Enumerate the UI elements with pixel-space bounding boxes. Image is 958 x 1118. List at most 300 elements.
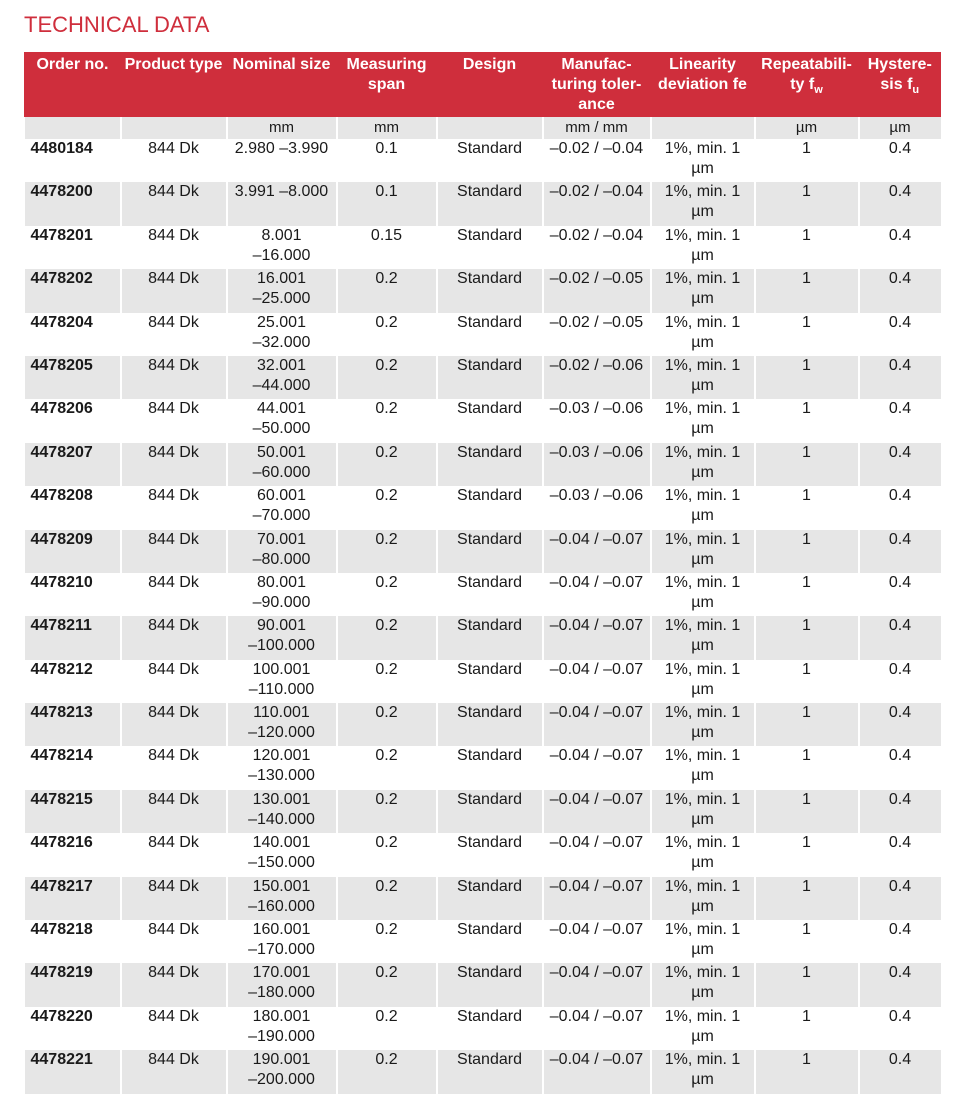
order-no-cell bbox=[25, 833, 121, 876]
linearity-cell bbox=[651, 660, 755, 703]
nominal-size-cell bbox=[227, 313, 337, 356]
linearity-cell-text: 1%, min. 1 bbox=[664, 921, 741, 939]
product-type-cell-text: 844 Dk bbox=[148, 443, 199, 461]
product-type-cell bbox=[121, 877, 227, 920]
design-cell bbox=[437, 139, 543, 182]
hysteresis-cell-text: 0.4 bbox=[888, 1051, 912, 1069]
design-cell bbox=[437, 1007, 543, 1050]
linearity-cell bbox=[651, 833, 755, 876]
repeatability-cell bbox=[755, 573, 859, 616]
units-row bbox=[25, 117, 941, 139]
table-row bbox=[25, 486, 941, 529]
product-type-cell bbox=[121, 530, 227, 573]
design-cell-text: Standard bbox=[457, 183, 522, 201]
header-row bbox=[25, 52, 941, 117]
product-type-cell bbox=[121, 226, 227, 269]
product-type-cell bbox=[121, 399, 227, 442]
hysteresis-cell-text: 0.4 bbox=[888, 573, 912, 591]
order-no-cell bbox=[25, 443, 121, 486]
linearity-cell-text: 1%, min. 1 bbox=[664, 400, 741, 418]
header-product-type: Product type bbox=[121, 52, 227, 117]
repeatability-cell-text: 1 bbox=[802, 270, 811, 288]
measuring-span-cell bbox=[337, 486, 437, 529]
tolerance-cell bbox=[543, 443, 651, 486]
linearity-cell-text: 1%, min. 1 bbox=[664, 443, 741, 461]
hysteresis-cell-text: 0.4 bbox=[888, 226, 912, 244]
table-row bbox=[25, 269, 941, 312]
nominal-size-cell-text: 100.001 bbox=[252, 660, 311, 678]
repeatability-cell bbox=[755, 530, 859, 573]
nominal-size-cell-text: –100.000 bbox=[248, 637, 315, 655]
hysteresis-cell-text: 0.4 bbox=[888, 790, 912, 808]
measuring-span-cell bbox=[337, 660, 437, 703]
nominal-size-cell bbox=[227, 226, 337, 269]
hysteresis-cell bbox=[859, 790, 941, 833]
repeatability-cell bbox=[755, 226, 859, 269]
design-cell-text: Standard bbox=[457, 530, 522, 548]
nominal-size-cell-text: 80.001 bbox=[257, 573, 306, 591]
linearity-cell bbox=[651, 1050, 755, 1093]
table-row bbox=[25, 746, 941, 789]
measuring-span-cell-text: 0.2 bbox=[375, 790, 398, 808]
tolerance-cell-text: –0.03 / –0.06 bbox=[549, 487, 644, 505]
order-no-cell bbox=[25, 530, 121, 573]
design-cell-text: Standard bbox=[457, 487, 522, 505]
tolerance-cell bbox=[543, 1007, 651, 1050]
linearity-cell-text: µm bbox=[691, 160, 714, 177]
order-no-cell bbox=[25, 746, 121, 789]
table-row bbox=[25, 1050, 941, 1093]
tolerance-cell bbox=[543, 530, 651, 573]
order-no-cell-text: 4478208 bbox=[30, 487, 93, 505]
hysteresis-cell bbox=[859, 616, 941, 659]
repeatability-cell-text: 1 bbox=[802, 877, 811, 895]
linearity-cell-text: µm bbox=[691, 724, 714, 742]
repeatability-cell bbox=[755, 1007, 859, 1050]
nominal-size-cell bbox=[227, 1050, 337, 1093]
hysteresis-cell bbox=[859, 399, 941, 442]
measuring-span-cell-text: 0.2 bbox=[375, 270, 398, 288]
table-row bbox=[25, 313, 941, 356]
tolerance-cell-text: –0.02 / –0.04 bbox=[549, 183, 644, 201]
product-type-cell bbox=[121, 616, 227, 659]
nominal-size-cell-text: –180.000 bbox=[248, 984, 315, 1002]
design-cell-text: Standard bbox=[457, 617, 522, 635]
table-row bbox=[25, 443, 941, 486]
tolerance-cell bbox=[543, 269, 651, 312]
unit-measuring-span: mm bbox=[337, 117, 437, 139]
repeatability-cell-text: 1 bbox=[802, 313, 811, 331]
order-no-cell bbox=[25, 703, 121, 746]
repeatability-cell bbox=[755, 313, 859, 356]
hysteresis-cell bbox=[859, 573, 941, 616]
tolerance-cell-text: –0.04 / –0.07 bbox=[549, 1007, 644, 1025]
tolerance-cell bbox=[543, 226, 651, 269]
repeatability-cell-text: 1 bbox=[802, 356, 811, 374]
linearity-cell bbox=[651, 920, 755, 963]
hysteresis-cell-text: 0.4 bbox=[888, 660, 912, 678]
hysteresis-cell-text: 0.4 bbox=[888, 140, 912, 157]
hysteresis-cell-text: 0.4 bbox=[888, 400, 912, 418]
unit-manufacturing-tolerance: mm / mm bbox=[543, 117, 651, 139]
order-no-cell-text: 4478214 bbox=[30, 747, 93, 765]
nominal-size-cell bbox=[227, 616, 337, 659]
tolerance-cell-text: –0.04 / –0.07 bbox=[549, 530, 644, 548]
measuring-span-cell-text: 0.2 bbox=[375, 356, 398, 374]
linearity-cell-text: 1%, min. 1 bbox=[664, 487, 741, 505]
design-cell bbox=[437, 790, 543, 833]
measuring-span-cell bbox=[337, 443, 437, 486]
linearity-cell bbox=[651, 616, 755, 659]
table-row bbox=[25, 226, 941, 269]
hysteresis-cell bbox=[859, 139, 941, 182]
linearity-cell-text: 1%, min. 1 bbox=[664, 183, 741, 201]
design-cell-text: Standard bbox=[457, 834, 522, 852]
product-type-cell-text: 844 Dk bbox=[148, 1007, 199, 1025]
nominal-size-cell-text: 60.001 bbox=[257, 487, 306, 505]
table-row bbox=[25, 660, 941, 703]
linearity-cell-text: 1%, min. 1 bbox=[664, 356, 741, 374]
hysteresis-cell bbox=[859, 963, 941, 1006]
linearity-cell bbox=[651, 269, 755, 312]
tolerance-cell-text: –0.04 / –0.07 bbox=[549, 573, 644, 591]
nominal-size-cell bbox=[227, 790, 337, 833]
nominal-size-cell-text: 3.991 –8.000 bbox=[234, 183, 329, 201]
order-no-cell bbox=[25, 226, 121, 269]
hysteresis-cell-text: 0.4 bbox=[888, 704, 912, 722]
design-cell-text: Standard bbox=[457, 704, 522, 722]
product-type-cell-text: 844 Dk bbox=[148, 1051, 199, 1069]
measuring-span-cell-text: 0.2 bbox=[375, 877, 398, 895]
linearity-cell bbox=[651, 356, 755, 399]
tolerance-cell-text: –0.04 / –0.07 bbox=[549, 877, 644, 895]
header-measuring-span: Measuring span bbox=[337, 52, 437, 117]
hysteresis-cell-text: 0.4 bbox=[888, 877, 912, 895]
tolerance-cell-text: –0.04 / –0.07 bbox=[549, 964, 644, 982]
tolerance-cell bbox=[543, 182, 651, 225]
order-no-cell-text: 4480184 bbox=[30, 140, 93, 157]
tolerance-cell bbox=[543, 703, 651, 746]
repeatability-cell bbox=[755, 833, 859, 876]
tolerance-cell-text: –0.02 / –0.04 bbox=[549, 140, 644, 157]
product-type-cell-text: 844 Dk bbox=[148, 877, 199, 895]
linearity-cell-text: µm bbox=[691, 333, 714, 351]
measuring-span-cell bbox=[337, 399, 437, 442]
product-type-cell bbox=[121, 746, 227, 789]
product-type-cell-text: 844 Dk bbox=[148, 400, 199, 418]
repeatability-cell bbox=[755, 182, 859, 225]
repeatability-cell bbox=[755, 139, 859, 182]
page-title: TECHNICAL DATA bbox=[24, 12, 210, 37]
product-type-cell-text: 844 Dk bbox=[148, 921, 199, 939]
linearity-cell-text: 1%, min. 1 bbox=[664, 747, 741, 765]
linearity-cell bbox=[651, 790, 755, 833]
design-cell bbox=[437, 443, 543, 486]
product-type-cell-text: 844 Dk bbox=[148, 747, 199, 765]
product-type-cell bbox=[121, 1050, 227, 1093]
repeatability-cell bbox=[755, 616, 859, 659]
tolerance-cell bbox=[543, 963, 651, 1006]
design-cell-text: Standard bbox=[457, 443, 522, 461]
nominal-size-cell-text: –130.000 bbox=[248, 767, 315, 785]
table-row bbox=[25, 1007, 941, 1050]
design-cell bbox=[437, 269, 543, 312]
nominal-size-cell-text: 8.001 bbox=[261, 226, 302, 244]
design-cell-text: Standard bbox=[457, 270, 522, 288]
table-row bbox=[25, 356, 941, 399]
product-type-cell-text: 844 Dk bbox=[148, 834, 199, 852]
tolerance-cell-text: –0.03 / –0.06 bbox=[549, 443, 644, 461]
repeatability-cell bbox=[755, 963, 859, 1006]
measuring-span-cell bbox=[337, 746, 437, 789]
tolerance-cell-text: –0.04 / –0.07 bbox=[549, 921, 644, 939]
product-type-cell bbox=[121, 660, 227, 703]
repeatability-cell-text: 1 bbox=[802, 573, 811, 591]
nominal-size-cell bbox=[227, 1007, 337, 1050]
design-cell bbox=[437, 182, 543, 225]
nominal-size-cell-text: 44.001 bbox=[257, 400, 306, 418]
nominal-size-cell-text: –32.000 bbox=[252, 333, 311, 351]
nominal-size-cell bbox=[227, 530, 337, 573]
measuring-span-cell-text: 0.2 bbox=[375, 1007, 398, 1025]
repeatability-cell-text: 1 bbox=[802, 660, 811, 678]
linearity-cell-text: µm bbox=[691, 984, 714, 1002]
design-cell bbox=[437, 356, 543, 399]
nominal-size-cell bbox=[227, 443, 337, 486]
measuring-span-cell-text: 0.2 bbox=[375, 964, 398, 982]
linearity-cell bbox=[651, 139, 755, 182]
order-no-cell bbox=[25, 486, 121, 529]
tolerance-cell bbox=[543, 486, 651, 529]
design-cell bbox=[437, 833, 543, 876]
repeatability-cell-text: 1 bbox=[802, 790, 811, 808]
measuring-span-cell-text: 0.2 bbox=[375, 617, 398, 635]
unit-design bbox=[437, 117, 543, 139]
nominal-size-cell bbox=[227, 833, 337, 876]
linearity-cell-text: µm bbox=[691, 767, 714, 785]
unit-nominal-size: mm bbox=[227, 117, 337, 139]
measuring-span-cell bbox=[337, 226, 437, 269]
nominal-size-cell-text: –25.000 bbox=[252, 290, 311, 308]
measuring-span-cell bbox=[337, 139, 437, 182]
linearity-cell bbox=[651, 399, 755, 442]
nominal-size-cell-text: –140.000 bbox=[248, 810, 315, 828]
nominal-size-cell bbox=[227, 269, 337, 312]
order-no-cell-text: 4478202 bbox=[30, 270, 93, 288]
linearity-cell-text: 1%, min. 1 bbox=[664, 1051, 741, 1069]
product-type-cell bbox=[121, 703, 227, 746]
linearity-cell-text: 1%, min. 1 bbox=[664, 834, 741, 852]
repeatability-cell bbox=[755, 269, 859, 312]
repeatability-cell bbox=[755, 877, 859, 920]
linearity-cell-text: 1%, min. 1 bbox=[664, 530, 741, 548]
design-cell-text: Standard bbox=[457, 356, 522, 374]
unit-repeatability: µm bbox=[755, 117, 859, 139]
tolerance-cell bbox=[543, 573, 651, 616]
hysteresis-cell bbox=[859, 530, 941, 573]
design-cell-text: Standard bbox=[457, 964, 522, 982]
linearity-cell-text: 1%, min. 1 bbox=[664, 617, 741, 635]
product-type-cell bbox=[121, 963, 227, 1006]
tolerance-cell-text: –0.02 / –0.06 bbox=[549, 356, 644, 374]
nominal-size-cell bbox=[227, 182, 337, 225]
measuring-span-cell bbox=[337, 790, 437, 833]
repeatability-cell bbox=[755, 399, 859, 442]
hysteresis-cell bbox=[859, 703, 941, 746]
measuring-span-cell-text: 0.2 bbox=[375, 573, 398, 591]
nominal-size-cell-text: 50.001 bbox=[257, 443, 306, 461]
order-no-cell-text: 4478206 bbox=[30, 400, 93, 418]
order-no-cell bbox=[25, 920, 121, 963]
nominal-size-cell-text: –16.000 bbox=[252, 246, 311, 264]
linearity-cell-text: µm bbox=[691, 550, 714, 568]
order-no-cell-text: 4478213 bbox=[30, 704, 93, 722]
measuring-span-cell bbox=[337, 530, 437, 573]
measuring-span-cell-text: 0.2 bbox=[375, 660, 398, 678]
linearity-cell-text: µm bbox=[691, 463, 714, 481]
linearity-cell bbox=[651, 1007, 755, 1050]
product-type-cell-text: 844 Dk bbox=[148, 964, 199, 982]
linearity-cell bbox=[651, 182, 755, 225]
nominal-size-cell-text: 120.001 bbox=[252, 747, 311, 765]
repeatability-cell bbox=[755, 746, 859, 789]
measuring-span-cell-text: 0.2 bbox=[375, 834, 398, 852]
linearity-cell-text: µm bbox=[691, 420, 714, 438]
measuring-span-cell bbox=[337, 313, 437, 356]
linearity-cell-text: µm bbox=[691, 810, 714, 828]
linearity-cell-text: 1%, min. 1 bbox=[664, 877, 741, 895]
hysteresis-cell-text: 0.4 bbox=[888, 834, 912, 852]
design-cell-text: Standard bbox=[457, 1007, 522, 1025]
linearity-cell-text: µm bbox=[691, 897, 714, 915]
hysteresis-cell bbox=[859, 226, 941, 269]
linearity-cell-text: µm bbox=[691, 941, 714, 959]
repeatability-cell-text: 1 bbox=[802, 704, 811, 722]
linearity-cell-text: µm bbox=[691, 507, 714, 525]
order-no-cell-text: 4478216 bbox=[30, 834, 93, 852]
table-row bbox=[25, 790, 941, 833]
product-type-cell bbox=[121, 356, 227, 399]
order-no-cell-text: 4478220 bbox=[30, 1007, 93, 1025]
order-no-cell-text: 4478219 bbox=[30, 964, 93, 982]
hysteresis-cell bbox=[859, 313, 941, 356]
product-type-cell bbox=[121, 833, 227, 876]
tolerance-cell bbox=[543, 660, 651, 703]
table-row bbox=[25, 182, 941, 225]
design-cell-text: Standard bbox=[457, 877, 522, 895]
measuring-span-cell bbox=[337, 703, 437, 746]
tolerance-cell bbox=[543, 746, 651, 789]
table-row bbox=[25, 573, 941, 616]
order-no-cell-text: 4478221 bbox=[30, 1051, 93, 1069]
order-no-cell bbox=[25, 313, 121, 356]
repeatability-cell-text: 1 bbox=[802, 487, 811, 505]
design-cell-text: Standard bbox=[457, 400, 522, 418]
linearity-cell-text: 1%, min. 1 bbox=[664, 140, 741, 157]
linearity-cell-text: 1%, min. 1 bbox=[664, 573, 741, 591]
measuring-span-cell-text: 0.15 bbox=[370, 226, 403, 244]
nominal-size-cell-text: 150.001 bbox=[252, 877, 311, 895]
product-type-cell-text: 844 Dk bbox=[148, 617, 199, 635]
linearity-cell-text: 1%, min. 1 bbox=[664, 1007, 741, 1025]
tolerance-cell bbox=[543, 790, 651, 833]
linearity-cell-text: 1%, min. 1 bbox=[664, 964, 741, 982]
measuring-span-cell bbox=[337, 616, 437, 659]
unit-order-no bbox=[25, 117, 121, 139]
tolerance-cell bbox=[543, 356, 651, 399]
nominal-size-cell-text: 110.001 bbox=[253, 704, 310, 722]
design-cell bbox=[437, 313, 543, 356]
product-type-cell bbox=[121, 182, 227, 225]
product-type-cell bbox=[121, 269, 227, 312]
nominal-size-cell bbox=[227, 356, 337, 399]
measuring-span-cell bbox=[337, 269, 437, 312]
hysteresis-cell-text: 0.4 bbox=[888, 356, 912, 374]
nominal-size-cell-text: –190.000 bbox=[248, 1027, 315, 1045]
hysteresis-cell bbox=[859, 1007, 941, 1050]
tolerance-cell-text: –0.04 / –0.07 bbox=[549, 1051, 644, 1069]
measuring-span-cell-text: 0.2 bbox=[375, 704, 398, 722]
linearity-cell bbox=[651, 443, 755, 486]
design-cell bbox=[437, 660, 543, 703]
order-no-cell-text: 4478211 bbox=[30, 617, 92, 635]
unit-linearity-deviation bbox=[651, 117, 755, 139]
order-no-cell bbox=[25, 1007, 121, 1050]
tolerance-cell bbox=[543, 1050, 651, 1093]
order-no-cell-text: 4478212 bbox=[30, 660, 93, 678]
product-type-cell-text: 844 Dk bbox=[148, 183, 199, 201]
order-no-cell-text: 4478205 bbox=[30, 356, 93, 374]
product-type-cell-text: 844 Dk bbox=[148, 487, 199, 505]
design-cell bbox=[437, 399, 543, 442]
product-type-cell bbox=[121, 139, 227, 182]
tolerance-cell bbox=[543, 616, 651, 659]
order-no-cell bbox=[25, 877, 121, 920]
tolerance-cell-text: –0.02 / –0.04 bbox=[549, 226, 644, 244]
order-no-cell bbox=[25, 616, 121, 659]
repeatability-cell bbox=[755, 486, 859, 529]
product-type-cell-text: 844 Dk bbox=[148, 270, 199, 288]
product-type-cell-text: 844 Dk bbox=[148, 573, 199, 591]
measuring-span-cell bbox=[337, 833, 437, 876]
measuring-span-cell-text: 0.1 bbox=[375, 140, 398, 157]
repeatability-cell-text: 1 bbox=[802, 747, 811, 765]
hysteresis-cell bbox=[859, 356, 941, 399]
order-no-cell-text: 4478209 bbox=[30, 530, 93, 548]
table-row bbox=[25, 139, 941, 182]
linearity-cell-text: µm bbox=[691, 680, 714, 698]
nominal-size-cell-text: 90.001 bbox=[257, 617, 306, 635]
design-cell-text: Standard bbox=[457, 1051, 522, 1069]
nominal-size-cell-text: 32.001 bbox=[257, 356, 306, 374]
design-cell bbox=[437, 746, 543, 789]
tolerance-cell-text: –0.04 / –0.07 bbox=[549, 617, 644, 635]
linearity-cell-text: µm bbox=[691, 246, 714, 264]
repeatability-cell-text: 1 bbox=[802, 226, 811, 244]
design-cell bbox=[437, 703, 543, 746]
design-cell bbox=[437, 963, 543, 1006]
measuring-span-cell bbox=[337, 573, 437, 616]
nominal-size-cell-text: 2.980 –3.990 bbox=[234, 140, 329, 157]
linearity-cell-text: 1%, min. 1 bbox=[664, 704, 741, 722]
linearity-cell bbox=[651, 486, 755, 529]
hysteresis-cell bbox=[859, 877, 941, 920]
repeatability-cell-text: 1 bbox=[802, 530, 811, 548]
design-cell bbox=[437, 226, 543, 269]
design-cell-text: Standard bbox=[457, 660, 522, 678]
nominal-size-cell-text: –60.000 bbox=[252, 463, 311, 481]
linearity-cell-text: 1%, min. 1 bbox=[664, 790, 741, 808]
